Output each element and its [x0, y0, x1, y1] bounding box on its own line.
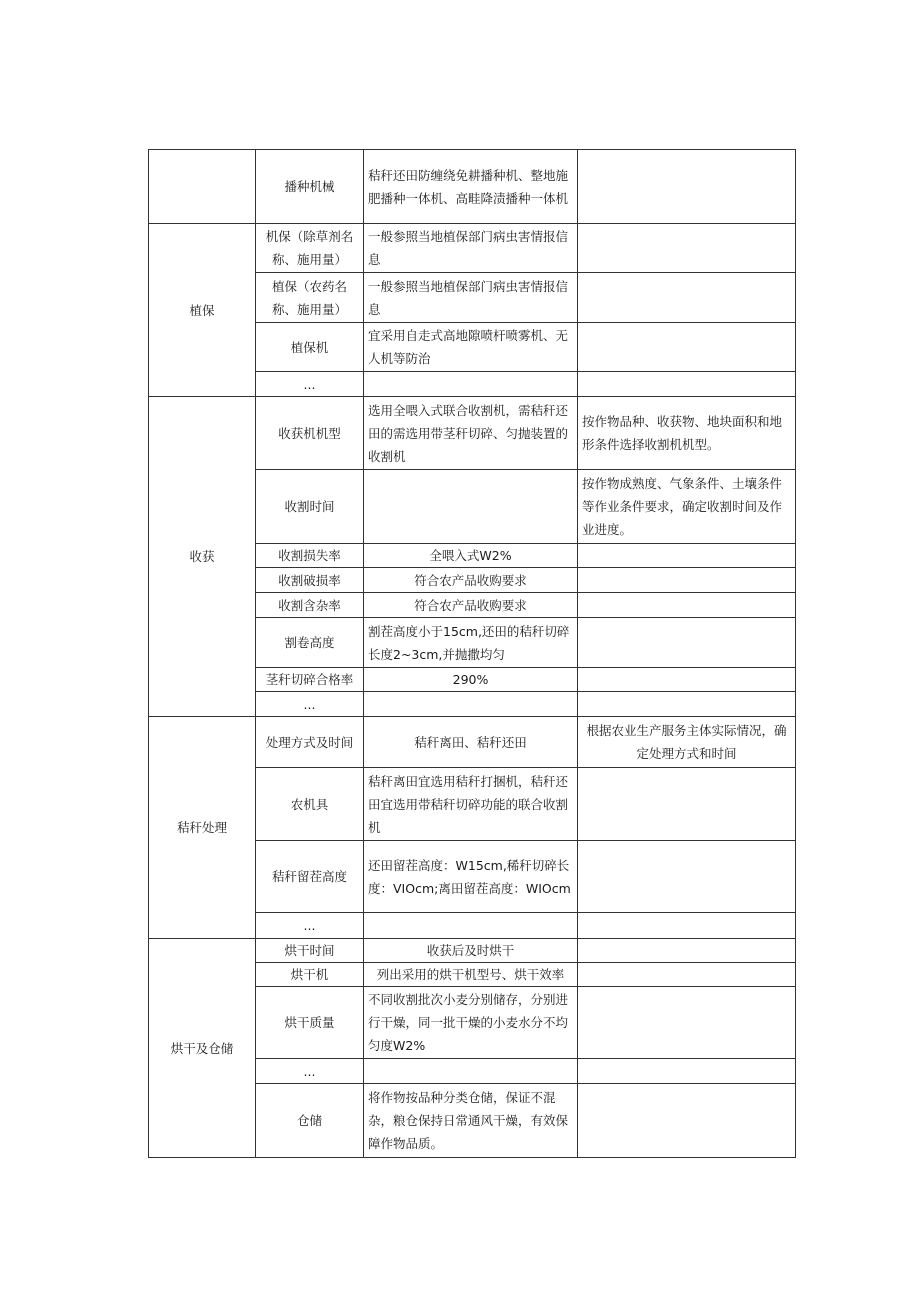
- note-cell: [578, 568, 796, 593]
- table-row: [149, 717, 796, 768]
- table-row: [149, 939, 796, 963]
- item-cell: 收割时间: [256, 470, 364, 544]
- note-cell: [578, 1059, 796, 1084]
- item-cell: 农机具: [256, 768, 364, 841]
- note-cell: [578, 593, 796, 618]
- requirement-cell: 列出采用的烘干机型号、烘干效率: [364, 963, 578, 987]
- requirement-cell: 选用全喂入式联合收割机，需秸秆还田的需选用带茎秆切碎、匀抛装置的收割机: [364, 397, 578, 470]
- item-cell: 收获机机型: [256, 397, 364, 470]
- table-row: [149, 150, 796, 224]
- item-cell: 烘干质量: [256, 987, 364, 1059]
- item-cell: 烘干时间: [256, 939, 364, 963]
- requirement-cell: [364, 692, 578, 717]
- requirement-cell: [364, 470, 578, 544]
- note-cell: [578, 273, 796, 323]
- requirement-cell: 秸秆离田、秸秆还田: [364, 717, 578, 768]
- note-cell: 按作物成熟度、气象条件、土壤条件等作业条件要求，确定收割时间及作业进度。: [578, 470, 796, 544]
- requirement-cell: 一般参照当地植保部门病虫害情报信息: [364, 224, 578, 273]
- requirement-cell: 290%: [364, 668, 578, 692]
- category-cell: 秸秆处理: [149, 717, 256, 939]
- requirement-cell: 宜采用自走式高地隙喷杆喷雾机、无人机等防治: [364, 323, 578, 372]
- note-cell: [578, 618, 796, 668]
- note-cell: [578, 1084, 796, 1158]
- note-cell: [578, 913, 796, 939]
- item-cell: ...: [256, 692, 364, 717]
- item-cell: 收割破损率: [256, 568, 364, 593]
- requirement-cell: 秸秆离田宜选用秸秆打捆机，秸秆还田宜选用带秸秆切碎功能的联合收割机: [364, 768, 578, 841]
- table-row: [149, 397, 796, 470]
- note-cell: 按作物品种、收获物、地块面积和地形条件选择收割机机型。: [578, 397, 796, 470]
- note-cell: 根据农业生产服务主体实际情况，确定处理方式和时间: [578, 717, 796, 768]
- note-cell: [578, 323, 796, 372]
- requirement-cell: 将作物按品种分类仓储，保证不混杂，粮仓保持日常通风干燥，有效保障作物品质。: [364, 1084, 578, 1158]
- requirement-cell: 全喂入式W2%: [364, 544, 578, 568]
- note-cell: [578, 939, 796, 963]
- requirement-cell: 秸秆还田防缠绕免耕播种机、整地施肥播种一体机、高畦降渍播种一体机: [364, 150, 578, 224]
- category-cell: [149, 150, 256, 224]
- item-cell: ...: [256, 372, 364, 397]
- category-cell: 烘干及仓储: [149, 939, 256, 1158]
- item-cell: 仓储: [256, 1084, 364, 1158]
- item-cell: 收割损失率: [256, 544, 364, 568]
- note-cell: [578, 987, 796, 1059]
- item-cell: 处理方式及时间: [256, 717, 364, 768]
- table-row: [149, 224, 796, 273]
- item-cell: 植保机: [256, 323, 364, 372]
- category-cell: 植保: [149, 224, 256, 397]
- requirement-cell: 符合农产品收购要求: [364, 593, 578, 618]
- note-cell: [578, 692, 796, 717]
- item-cell: 收割含杂率: [256, 593, 364, 618]
- item-cell: 播种机械: [256, 150, 364, 224]
- note-cell: [578, 224, 796, 273]
- note-cell: [578, 372, 796, 397]
- note-cell: [578, 963, 796, 987]
- item-cell: 割卷高度: [256, 618, 364, 668]
- requirement-cell: 不同收割批次小麦分别储存，分别进行干燥，同一批干燥的小麦水分不均匀度W2%: [364, 987, 578, 1059]
- item-cell: 秸秆留茬高度: [256, 841, 364, 913]
- note-cell: [578, 841, 796, 913]
- requirement-cell: 收获后及时烘干: [364, 939, 578, 963]
- note-cell: [578, 768, 796, 841]
- requirement-cell: 还田留茬高度：W15cm,稀秆切碎长度：VIOcm;离田留茬高度：WIOcm: [364, 841, 578, 913]
- item-cell: 机保（除草剂名称、施用量）: [256, 224, 364, 273]
- item-cell: ...: [256, 1059, 364, 1084]
- item-cell: ...: [256, 913, 364, 939]
- item-cell: 烘干机: [256, 963, 364, 987]
- category-cell: 收获: [149, 397, 256, 717]
- requirement-cell: [364, 913, 578, 939]
- requirement-cell: 割茬高度小于15cm,还田的秸秆切碎长度2~3cm,并抛撒均匀: [364, 618, 578, 668]
- item-cell: 植保（农药名称、施用量）: [256, 273, 364, 323]
- requirement-cell: [364, 372, 578, 397]
- note-cell: [578, 544, 796, 568]
- requirements-table: [148, 149, 796, 1158]
- requirement-cell: 符合农产品收购要求: [364, 568, 578, 593]
- note-cell: [578, 150, 796, 224]
- requirement-cell: 一般参照当地植保部门病虫害情报信息: [364, 273, 578, 323]
- item-cell: 茎秆切碎合格率: [256, 668, 364, 692]
- note-cell: [578, 668, 796, 692]
- requirement-cell: [364, 1059, 578, 1084]
